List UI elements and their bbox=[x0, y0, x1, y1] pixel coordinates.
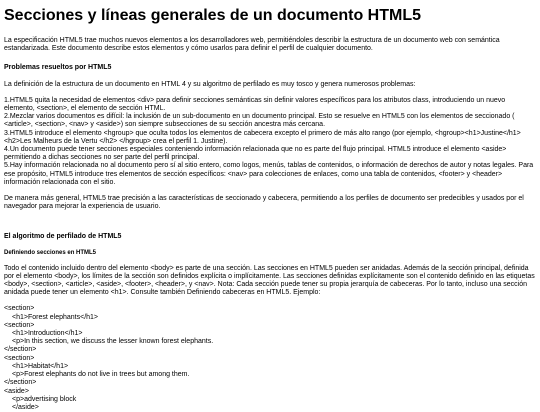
code-line: <section> bbox=[4, 305, 35, 313]
problem-item: 5.Hay información relacionada no al documento pero sí al sitio entero, como logos, menús, tablas de contenidos, o información de derechos de autor y notas legales. Para ese propósito, HTML5 introduce tres elementos de sección específicos: <nav> para colecciones de enlaces, como una tabla de contenidos, <footer> y <header> información relacionada con el sitio. bbox=[4, 162, 534, 186]
problems-lead-paragraph: La definición de la estructura de un documento en HTML 4 y su algoritmo de perfilado es muy tosco y genera numerosos problemas: bbox=[4, 80, 416, 88]
code-line: </aside> bbox=[12, 403, 39, 411]
code-example bbox=[4, 305, 536, 412]
problem-item: 3.HTML5 introduce el elemento <hgroup> que oculta todos los elementos de cabecera excepto el primero de más alto rango (por ejemplo, <hgroup><h1>Justine</h1><h2>Les Malheurs de la Vertu </h2> </hgroup> crea el perfil 1. Justine). bbox=[4, 129, 521, 145]
document-page bbox=[0, 7, 536, 412]
summary-paragraph: De manera más general, HTML5 trae precisión a las características de seccionado y cabecera, permitiendo a los perfiles de documento ser predecibles y usados por el navegador para mejorar la experiencia de usuario. bbox=[4, 195, 524, 211]
code-line: <p>In this section, we discuss the lesser known forest elephants. bbox=[12, 338, 214, 346]
code-line: </section> bbox=[4, 379, 37, 387]
problem-item: 1.HTML5 quita la necesidad de elementos <div> para definir secciones semánticas sin definir valores específicos para los atributos class, introduciendo un nuevo elemento, <section>, el elemento de sección HTML. bbox=[4, 96, 506, 113]
code-line: <h1>Habitat</h1> bbox=[12, 362, 69, 370]
code-line: <p>advertising block bbox=[12, 395, 77, 403]
code-line: <h1>Introduction</h1> bbox=[12, 330, 83, 338]
problems-list bbox=[4, 97, 536, 187]
problem-item: 4.Un documento puede tener secciones especiales conteniendo información relacionada que no es parte del flujo principal. HTML5 introduce el elemento <aside> permitiendo a dichas secciones no ser parte del perfil principal. bbox=[4, 146, 507, 162]
defining-sections-heading: Definiendo secciones en HTML5 bbox=[4, 249, 97, 256]
intro-paragraph: La especificación HTML5 trae muchos nuevos elementos a los desarrolladores web, permitiéndoles describir la estructura de un documento web con semántica estandarizada. Este documento describe estos elementos y cómo usarlos para definir el perfil de cualquier documento. bbox=[4, 37, 500, 53]
problem-item: 2.Mezclar varios documentos es difícil: la inclusión de un sub-documento en un documento principal. Esto se resuelve en HTML5 con los elementos de seccionado ( <article>, <section>, <nav> y <aside>) son siempre subsecciones de su sección ancestra más cercana. bbox=[4, 113, 515, 129]
code-line: <section> bbox=[4, 354, 35, 362]
page-title: Secciones y líneas generales de un documento HTML5 bbox=[4, 7, 422, 24]
algorithm-heading: El algoritmo de perfilado de HTML5 bbox=[4, 233, 122, 241]
code-line: </section> bbox=[4, 346, 37, 354]
code-line: <aside> bbox=[4, 387, 29, 395]
defining-sections-paragraph: Todo el contenido incluido dentro del elemento <body> es parte de una sección. Las secciones en HTML5 pueden ser anidadas. Además de la sección principal, definida por el elemento <body>, los límites de la sección son definidos explícita o implícitamente. Las secciones definidas explícitamente son el contenido definido en las etiquetas <body>, <section>, <article>, <aside>, <footer>, <header>, y <nav>. Nota: Cada sección puede tener su propia jerarquía de cabeceras. Por lo tanto, incluso una sección anidada puede tener un elemento <h1>. Consulte también Definiendo cabeceras en HTML5. Ejemplo: bbox=[4, 264, 535, 297]
code-line: <h1>Forest elephants</h1> bbox=[12, 313, 99, 321]
problems-heading: Problemas resueltos por HTML5 bbox=[4, 64, 112, 72]
code-line: <section> bbox=[4, 321, 35, 329]
code-line: <p>Forest elephants do not live in trees but among them. bbox=[12, 371, 190, 379]
